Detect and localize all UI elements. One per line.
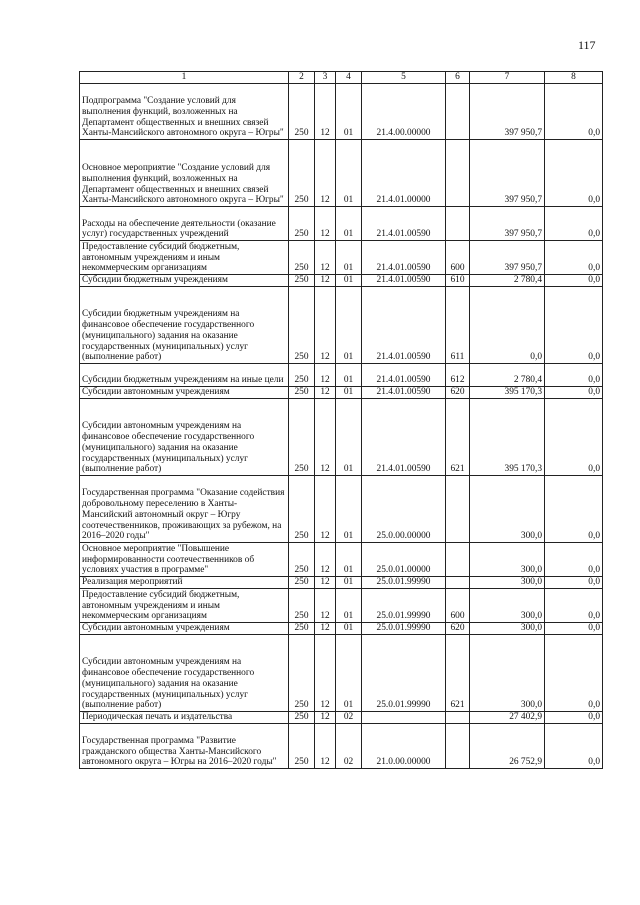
- row-name: Основное мероприятие "Повышение информированности соотечественников об условиях участия в программе": [80, 543, 289, 577]
- table-row: [80, 724, 603, 769]
- code-expense-type: 620: [446, 387, 470, 399]
- code-admin: 250: [289, 635, 315, 712]
- code-expense-type: [446, 543, 470, 577]
- column-header: 4: [336, 72, 362, 84]
- code-section: 12: [315, 724, 336, 769]
- amount-value: 300,0: [470, 543, 545, 577]
- code-expense-type: [446, 476, 470, 543]
- amount-value: 397 950,7: [470, 84, 545, 140]
- code-target-article: 21.4.01.00000: [362, 140, 446, 207]
- amount-extra: 0,0: [545, 364, 603, 387]
- code-expense-type: [446, 712, 470, 724]
- table-row: [80, 84, 603, 140]
- row-name: Субсидии автономным учреждениям на финансовое обеспечение государственного (муниципального) задания на оказание государственных (муниципальных) услуг (выполнение работ): [80, 635, 289, 712]
- row-name: Реализация мероприятий: [80, 577, 289, 589]
- code-admin: 250: [289, 84, 315, 140]
- page-number: 117: [578, 38, 596, 52]
- amount-value: 300,0: [470, 635, 545, 712]
- amount-extra: 0,0: [545, 589, 603, 623]
- code-admin: 250: [289, 476, 315, 543]
- amount-value: 300,0: [470, 476, 545, 543]
- code-section: 12: [315, 140, 336, 207]
- amount-value: 0,0: [470, 287, 545, 364]
- column-header: 5: [362, 72, 446, 84]
- row-name: Субсидии бюджетным учреждениям на финансовое обеспечение государственного (муниципального) задания на оказание государственных (муниципальных) услуг (выполнение работ): [80, 287, 289, 364]
- row-name: Основное мероприятие "Создание условий для выполнения функций, возложенных на Департамент общественных и внешних связей Ханты-Мансийского автономного округа – Югры": [80, 140, 289, 207]
- code-admin: 250: [289, 364, 315, 387]
- code-subsection: 01: [336, 399, 362, 476]
- amount-value: 300,0: [470, 623, 545, 635]
- table-row: [80, 207, 603, 241]
- row-name: Государственная программа "Оказание содействия добровольному переселению в Ханты-Мансийский автономный округ – Югру соотечественников, проживающих за рубежом, на 2016–2020 годы": [80, 476, 289, 543]
- column-header: 8: [545, 72, 603, 84]
- code-subsection: 02: [336, 724, 362, 769]
- row-name: Расходы на обеспечение деятельности (оказание услуг) государственных учреждений: [80, 207, 289, 241]
- table-row: [80, 387, 603, 399]
- code-subsection: 01: [336, 635, 362, 712]
- code-section: 12: [315, 712, 336, 724]
- table-row: [80, 287, 603, 364]
- code-expense-type: 600: [446, 241, 470, 275]
- table-row: [80, 275, 603, 287]
- amount-extra: 0,0: [545, 623, 603, 635]
- row-name: Субсидии бюджетным учреждениям на иные цели: [80, 364, 289, 387]
- table-row: [80, 712, 603, 724]
- code-section: 12: [315, 275, 336, 287]
- amount-value: 395 170,3: [470, 387, 545, 399]
- table-row: [80, 140, 603, 207]
- amount-value: 2 780,4: [470, 364, 545, 387]
- code-section: 12: [315, 287, 336, 364]
- row-name: Подпрограмма "Создание условий для выполнения функций, возложенных на Департамент общественных и внешних связей Ханты-Мансийского автономного округа – Югры": [80, 84, 289, 140]
- code-subsection: 01: [336, 275, 362, 287]
- column-header: 7: [470, 72, 545, 84]
- table-row: [80, 241, 603, 275]
- code-expense-type: [446, 724, 470, 769]
- code-section: 12: [315, 589, 336, 623]
- code-expense-type: 611: [446, 287, 470, 364]
- amount-extra: 0,0: [545, 241, 603, 275]
- table-row: [80, 543, 603, 577]
- code-subsection: 01: [336, 577, 362, 589]
- code-subsection: 01: [336, 84, 362, 140]
- code-admin: 250: [289, 623, 315, 635]
- amount-value: 26 752,9: [470, 724, 545, 769]
- amount-value: 395 170,3: [470, 399, 545, 476]
- row-name: Субсидии бюджетным учреждениям: [80, 275, 289, 287]
- amount-value: 27 402,9: [470, 712, 545, 724]
- code-admin: 250: [289, 589, 315, 623]
- code-section: 12: [315, 543, 336, 577]
- code-subsection: 01: [336, 543, 362, 577]
- column-header: 3: [315, 72, 336, 84]
- code-expense-type: 600: [446, 589, 470, 623]
- code-admin: 250: [289, 399, 315, 476]
- column-header: 1: [80, 72, 289, 84]
- code-subsection: 01: [336, 140, 362, 207]
- table-row: [80, 577, 603, 589]
- amount-extra: 0,0: [545, 399, 603, 476]
- table-row: [80, 399, 603, 476]
- row-name: Предоставление субсидий бюджетным, автономным учреждениям и иным некоммерческим организациям: [80, 589, 289, 623]
- code-target-article: 21.4.01.00590: [362, 207, 446, 241]
- code-subsection: 01: [336, 287, 362, 364]
- code-target-article: 21.4.01.00590: [362, 399, 446, 476]
- code-subsection: 01: [336, 476, 362, 543]
- budget-table: [79, 71, 603, 769]
- code-section: 12: [315, 364, 336, 387]
- code-subsection: 01: [336, 623, 362, 635]
- amount-extra: 0,0: [545, 543, 603, 577]
- code-admin: 250: [289, 207, 315, 241]
- code-subsection: 01: [336, 589, 362, 623]
- code-expense-type: [446, 84, 470, 140]
- row-name: Предоставление субсидий бюджетным, автономным учреждениям и иным некоммерческим организациям: [80, 241, 289, 275]
- amount-extra: 0,0: [545, 275, 603, 287]
- column-header: 6: [446, 72, 470, 84]
- amount-extra: 0,0: [545, 635, 603, 712]
- amount-value: 300,0: [470, 577, 545, 589]
- table-row: [80, 623, 603, 635]
- amount-value: 300,0: [470, 589, 545, 623]
- code-target-article: 25.0.01.99990: [362, 623, 446, 635]
- amount-value: 397 950,7: [470, 140, 545, 207]
- code-section: 12: [315, 577, 336, 589]
- code-section: 12: [315, 399, 336, 476]
- code-expense-type: 612: [446, 364, 470, 387]
- code-expense-type: [446, 577, 470, 589]
- code-admin: 250: [289, 287, 315, 364]
- code-section: 12: [315, 476, 336, 543]
- code-target-article: 21.4.01.00590: [362, 387, 446, 399]
- code-admin: 250: [289, 543, 315, 577]
- code-subsection: 01: [336, 364, 362, 387]
- code-target-article: 21.4.01.00590: [362, 275, 446, 287]
- code-expense-type: 621: [446, 399, 470, 476]
- code-section: 12: [315, 387, 336, 399]
- table-row: [80, 364, 603, 387]
- amount-extra: 0,0: [545, 287, 603, 364]
- code-admin: 250: [289, 712, 315, 724]
- code-target-article: [362, 712, 446, 724]
- code-target-article: 21.4.00.00000: [362, 84, 446, 140]
- code-subsection: 01: [336, 387, 362, 399]
- code-expense-type: 621: [446, 635, 470, 712]
- table-body: [80, 84, 603, 769]
- amount-extra: 0,0: [545, 84, 603, 140]
- code-expense-type: [446, 140, 470, 207]
- amount-extra: 0,0: [545, 207, 603, 241]
- header-row: [80, 72, 603, 84]
- column-header: 2: [289, 72, 315, 84]
- code-section: 12: [315, 623, 336, 635]
- code-admin: 250: [289, 724, 315, 769]
- code-target-article: 25.0.01.99990: [362, 589, 446, 623]
- code-expense-type: 620: [446, 623, 470, 635]
- code-section: 12: [315, 207, 336, 241]
- code-target-article: 21.4.01.00590: [362, 287, 446, 364]
- table-row: [80, 589, 603, 623]
- row-name: Периодическая печать и издательства: [80, 712, 289, 724]
- code-subsection: 02: [336, 712, 362, 724]
- code-section: 12: [315, 84, 336, 140]
- amount-extra: 0,0: [545, 387, 603, 399]
- code-target-article: 21.4.01.00590: [362, 364, 446, 387]
- table-row: [80, 635, 603, 712]
- code-subsection: 01: [336, 241, 362, 275]
- code-admin: 250: [289, 387, 315, 399]
- row-name: Субсидии автономным учреждениям на финансовое обеспечение государственного (муниципального) задания на оказание государственных (муниципальных) услуг (выполнение работ): [80, 399, 289, 476]
- code-subsection: 01: [336, 207, 362, 241]
- code-target-article: 25.0.01.99990: [362, 635, 446, 712]
- code-section: 12: [315, 635, 336, 712]
- amount-value: 2 780,4: [470, 275, 545, 287]
- code-admin: 250: [289, 577, 315, 589]
- code-admin: 250: [289, 140, 315, 207]
- code-expense-type: 610: [446, 275, 470, 287]
- code-target-article: 25.0.01.00000: [362, 543, 446, 577]
- row-name: Субсидии автономным учреждениям: [80, 623, 289, 635]
- code-target-article: 21.4.01.00590: [362, 241, 446, 275]
- code-target-article: 21.0.00.00000: [362, 724, 446, 769]
- code-target-article: 25.0.00.00000: [362, 476, 446, 543]
- code-admin: 250: [289, 275, 315, 287]
- amount-extra: 0,0: [545, 577, 603, 589]
- row-name: Субсидии автономным учреждениям: [80, 387, 289, 399]
- amount-value: 397 950,7: [470, 241, 545, 275]
- amount-extra: 0,0: [545, 140, 603, 207]
- row-name: Государственная программа "Развитие гражданского общества Ханты-Мансийского автономного округа – Югры на 2016–2020 годы": [80, 724, 289, 769]
- code-expense-type: [446, 207, 470, 241]
- amount-extra: 0,0: [545, 724, 603, 769]
- table-row: [80, 476, 603, 543]
- code-target-article: 25.0.01.99990: [362, 577, 446, 589]
- code-admin: 250: [289, 241, 315, 275]
- amount-value: 397 950,7: [470, 207, 545, 241]
- code-section: 12: [315, 241, 336, 275]
- amount-extra: 0,0: [545, 712, 603, 724]
- amount-extra: 0,0: [545, 476, 603, 543]
